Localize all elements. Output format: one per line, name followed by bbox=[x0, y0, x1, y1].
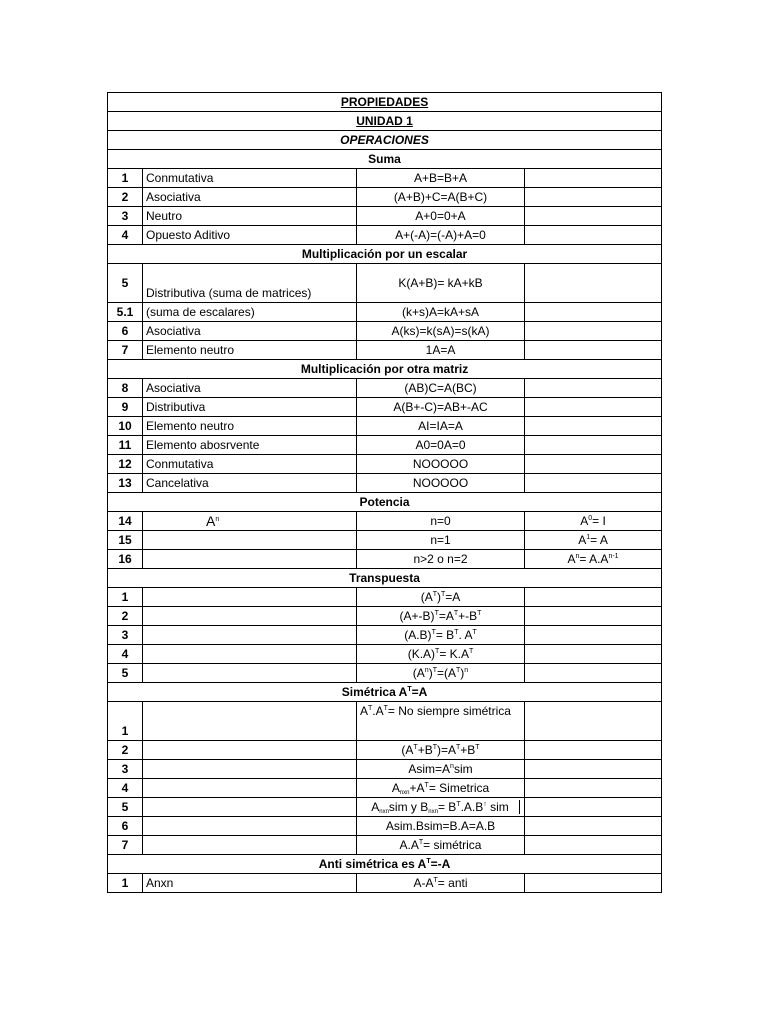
row-number: 3 bbox=[108, 207, 143, 226]
property-name: Elemento neutro bbox=[143, 341, 357, 360]
text-run: = Simetrica bbox=[428, 781, 490, 795]
text-run: =-A bbox=[430, 857, 451, 871]
property-result bbox=[525, 779, 662, 798]
property-row bbox=[108, 626, 662, 645]
property-name: Distributiva (suma de matrices) bbox=[143, 264, 357, 303]
property-name bbox=[143, 760, 357, 779]
superscript: T bbox=[432, 591, 437, 598]
property-formula bbox=[357, 226, 525, 245]
text-run: sim y B bbox=[388, 800, 429, 814]
subscript: nxn bbox=[428, 809, 438, 815]
property-name: Anxn bbox=[143, 874, 357, 893]
property-result bbox=[525, 341, 662, 360]
row-number: 3 bbox=[108, 626, 143, 645]
section-title: Potencia bbox=[108, 493, 662, 512]
property-formula bbox=[357, 588, 525, 607]
text-run: =A bbox=[445, 590, 461, 604]
section-header-row bbox=[108, 360, 662, 379]
text-run: = K.A bbox=[439, 647, 470, 661]
text-run: (A.B) bbox=[404, 628, 432, 642]
superscript: T bbox=[472, 629, 477, 636]
row-number: 5.1 bbox=[108, 303, 143, 322]
superscript: T bbox=[418, 839, 424, 846]
property-result bbox=[525, 226, 662, 245]
superscript: T bbox=[426, 858, 431, 865]
subscript: nxn bbox=[399, 790, 410, 796]
property-name: Elemento abosrvente bbox=[143, 436, 357, 455]
text-run: 1A=A bbox=[425, 343, 456, 357]
superscript: T bbox=[368, 705, 373, 712]
title-unidad: UNIDAD 1 bbox=[108, 112, 662, 131]
property-name bbox=[143, 588, 357, 607]
section-header-row bbox=[108, 493, 662, 512]
property-name bbox=[143, 836, 357, 855]
property-row bbox=[108, 417, 662, 436]
property-result bbox=[525, 798, 662, 817]
text-run: (A+-B) bbox=[399, 609, 435, 623]
text-run: Asim=A bbox=[408, 762, 451, 776]
text-run: n>2 o n=2 bbox=[413, 552, 468, 566]
text-run: =A bbox=[438, 609, 454, 623]
property-row bbox=[108, 264, 662, 303]
property-formula bbox=[357, 455, 525, 474]
row-number: 1 bbox=[108, 874, 143, 893]
text-run: n=0 bbox=[430, 514, 451, 528]
property-name bbox=[143, 607, 357, 626]
superscript: T bbox=[453, 610, 459, 617]
property-row bbox=[108, 436, 662, 455]
property-row bbox=[108, 874, 662, 893]
property-row bbox=[108, 322, 662, 341]
text-run: NOOOOO bbox=[412, 457, 469, 471]
superscript: n bbox=[575, 553, 580, 560]
property-formula bbox=[357, 836, 525, 855]
property-formula bbox=[357, 607, 525, 626]
superscript: T bbox=[433, 877, 438, 884]
text-run: A+B=B+A bbox=[413, 171, 468, 185]
header-row-operaciones bbox=[108, 131, 662, 150]
property-formula bbox=[357, 303, 525, 322]
text-run: .A.B bbox=[460, 800, 484, 814]
superscript: T bbox=[456, 667, 461, 674]
property-row bbox=[108, 607, 662, 626]
text-run: K(A+B)= kA+kB bbox=[398, 276, 483, 290]
property-row bbox=[108, 474, 662, 493]
text-run: A-A bbox=[413, 876, 434, 890]
text-run: sim bbox=[453, 762, 473, 776]
property-formula bbox=[357, 322, 525, 341]
row-number: 10 bbox=[108, 417, 143, 436]
property-name bbox=[143, 779, 357, 798]
superscript: n bbox=[450, 763, 454, 770]
property-result bbox=[525, 188, 662, 207]
property-formula bbox=[357, 645, 525, 664]
text-run: A bbox=[578, 533, 587, 547]
property-row bbox=[108, 379, 662, 398]
section-header-row bbox=[108, 245, 662, 264]
property-row bbox=[108, 798, 662, 817]
property-name bbox=[143, 702, 357, 741]
property-name: Opuesto Aditivo bbox=[143, 226, 357, 245]
property-formula bbox=[357, 531, 525, 550]
superscript: ↑ bbox=[483, 801, 487, 808]
property-result bbox=[525, 760, 662, 779]
row-number: 6 bbox=[108, 817, 143, 836]
text-run: +B bbox=[417, 743, 433, 757]
property-row bbox=[108, 531, 662, 550]
text-run: NOOOOO bbox=[412, 476, 469, 490]
section-header-row bbox=[108, 855, 662, 874]
section-title: Suma bbox=[108, 150, 662, 169]
property-formula bbox=[357, 664, 525, 683]
property-name bbox=[143, 550, 357, 569]
row-number: 12 bbox=[108, 455, 143, 474]
text-run: = A bbox=[590, 533, 608, 547]
row-number: 2 bbox=[108, 607, 143, 626]
property-result bbox=[525, 455, 662, 474]
superscript: T bbox=[432, 744, 437, 751]
row-number: 14 bbox=[108, 512, 143, 531]
property-formula bbox=[357, 798, 525, 817]
property-result bbox=[525, 588, 662, 607]
text-run: Asim.Bsim=B.A=A.B bbox=[385, 819, 496, 833]
property-formula bbox=[357, 398, 525, 417]
text-run: ) bbox=[460, 666, 465, 680]
property-result bbox=[525, 626, 662, 645]
superscript: T bbox=[424, 782, 429, 789]
property-row bbox=[108, 226, 662, 245]
text-run: (k+s)A=kA+sA bbox=[401, 305, 480, 319]
property-result bbox=[525, 322, 662, 341]
text-run: =(A bbox=[436, 666, 456, 680]
property-row bbox=[108, 188, 662, 207]
row-number: 2 bbox=[108, 741, 143, 760]
row-number: 6 bbox=[108, 322, 143, 341]
superscript: T bbox=[454, 629, 459, 636]
text-run: A bbox=[567, 552, 576, 566]
property-name: Conmutativa bbox=[143, 455, 357, 474]
text-run: = simétrica bbox=[423, 838, 482, 852]
row-number: 13 bbox=[108, 474, 143, 493]
property-name bbox=[143, 798, 357, 817]
superscript: T bbox=[383, 705, 388, 712]
section-title: Multiplicación por un escalar bbox=[108, 245, 662, 264]
text-run: = anti bbox=[437, 876, 468, 890]
property-name: Asociativa bbox=[143, 188, 357, 207]
text-run: sim bbox=[486, 800, 509, 814]
text-run: A.A bbox=[399, 838, 419, 852]
property-formula bbox=[357, 379, 525, 398]
property-formula bbox=[357, 341, 525, 360]
superscript: n bbox=[215, 516, 220, 523]
properties-table-body bbox=[108, 93, 662, 893]
row-number: 16 bbox=[108, 550, 143, 569]
property-formula bbox=[357, 474, 525, 493]
property-row bbox=[108, 455, 662, 474]
superscript: n-1 bbox=[608, 553, 619, 560]
superscript: 1 bbox=[586, 534, 591, 541]
superscript: T bbox=[440, 591, 446, 598]
row-number: 5 bbox=[108, 264, 143, 303]
row-number: 7 bbox=[108, 341, 143, 360]
title-propiedades: PROPIEDADES bbox=[108, 93, 662, 112]
property-name bbox=[143, 512, 357, 531]
row-number: 1 bbox=[108, 169, 143, 188]
property-row bbox=[108, 741, 662, 760]
row-number: 5 bbox=[108, 798, 143, 817]
property-result bbox=[525, 664, 662, 683]
section-title bbox=[108, 855, 662, 874]
text-run: A+(-A)=(-A)+A=0 bbox=[395, 228, 486, 242]
row-number: 7 bbox=[108, 836, 143, 855]
row-number: 4 bbox=[108, 226, 143, 245]
property-row bbox=[108, 398, 662, 417]
formula-box bbox=[371, 800, 520, 814]
property-name bbox=[143, 531, 357, 550]
superscript: T bbox=[434, 610, 439, 617]
text-run: A bbox=[206, 513, 216, 529]
text-run: Simétrica A bbox=[341, 685, 408, 699]
property-result bbox=[525, 550, 662, 569]
property-row bbox=[108, 169, 662, 188]
text-run: +A bbox=[409, 781, 425, 795]
superscript: T bbox=[431, 629, 436, 636]
property-result bbox=[525, 531, 662, 550]
text-run: .A bbox=[372, 704, 384, 718]
title-operaciones: OPERACIONES bbox=[108, 131, 662, 150]
property-name bbox=[143, 645, 357, 664]
property-result bbox=[525, 817, 662, 836]
text-run: Anti simétrica es A bbox=[318, 857, 427, 871]
text-run: AI=IA=A bbox=[418, 419, 463, 433]
text-run: +-B bbox=[458, 609, 478, 623]
header-row-unidad bbox=[108, 112, 662, 131]
superscript: n bbox=[424, 667, 429, 674]
property-formula bbox=[357, 417, 525, 436]
property-result bbox=[525, 417, 662, 436]
row-number: 9 bbox=[108, 398, 143, 417]
section-title: Multiplicación por otra matriz bbox=[108, 360, 662, 379]
properties-document bbox=[107, 92, 661, 893]
property-result bbox=[525, 379, 662, 398]
property-name bbox=[143, 741, 357, 760]
text-run: )=A bbox=[436, 743, 456, 757]
superscript: T bbox=[477, 610, 482, 617]
property-row bbox=[108, 512, 662, 531]
property-name bbox=[143, 664, 357, 683]
text-run: = I bbox=[592, 514, 606, 528]
property-row bbox=[108, 550, 662, 569]
row-number: 1 bbox=[108, 588, 143, 607]
text-run: A bbox=[580, 514, 589, 528]
property-name bbox=[143, 626, 357, 645]
property-result bbox=[525, 303, 662, 322]
superscript: T bbox=[469, 648, 474, 655]
text-run: A(ks)=k(sA)=s(kA) bbox=[391, 324, 490, 338]
superscript: n bbox=[464, 667, 469, 674]
text-run: A+0=0+A bbox=[415, 209, 466, 223]
section-header-row bbox=[108, 569, 662, 588]
property-formula bbox=[357, 817, 525, 836]
property-row bbox=[108, 303, 662, 322]
text-run: (K.A) bbox=[407, 647, 436, 661]
property-formula bbox=[357, 626, 525, 645]
text-run: = A.A bbox=[579, 552, 609, 566]
property-result bbox=[525, 836, 662, 855]
text-run: (A bbox=[401, 743, 414, 757]
property-formula bbox=[357, 741, 525, 760]
text-run: . A bbox=[458, 628, 473, 642]
property-name: Elemento neutro bbox=[143, 417, 357, 436]
text-run: ) bbox=[436, 590, 441, 604]
property-row bbox=[108, 664, 662, 683]
text-run: A(B+-C)=AB+-AC bbox=[393, 400, 488, 414]
property-formula bbox=[357, 207, 525, 226]
text-run: A0=0A=0 bbox=[415, 438, 466, 452]
row-number: 4 bbox=[108, 645, 143, 664]
property-formula bbox=[357, 779, 525, 798]
property-row bbox=[108, 702, 662, 741]
section-title bbox=[108, 683, 662, 702]
property-result bbox=[525, 645, 662, 664]
property-formula bbox=[357, 760, 525, 779]
text-run: (A bbox=[412, 666, 425, 680]
superscript: T bbox=[456, 801, 461, 808]
header-row-propiedades bbox=[108, 93, 662, 112]
property-formula bbox=[357, 436, 525, 455]
property-row bbox=[108, 779, 662, 798]
text-run: ) bbox=[428, 666, 433, 680]
row-number: 15 bbox=[108, 531, 143, 550]
property-result bbox=[525, 474, 662, 493]
property-formula bbox=[357, 874, 525, 893]
superscript: 0 bbox=[588, 515, 593, 522]
subscript: nxn bbox=[379, 809, 389, 815]
superscript: T bbox=[475, 744, 480, 751]
property-formula bbox=[357, 169, 525, 188]
property-formula bbox=[357, 188, 525, 207]
property-formula bbox=[357, 550, 525, 569]
property-row bbox=[108, 207, 662, 226]
text-run: = No siempre simétrica bbox=[387, 704, 511, 718]
property-result bbox=[525, 741, 662, 760]
property-name: Neutro bbox=[143, 207, 357, 226]
superscript: T bbox=[413, 744, 418, 751]
row-number: 3 bbox=[108, 760, 143, 779]
property-row bbox=[108, 817, 662, 836]
superscript: T bbox=[456, 744, 461, 751]
property-name: Asociativa bbox=[143, 322, 357, 341]
property-name: (suma de escalares) bbox=[143, 303, 357, 322]
text-run: (AB)C=A(BC) bbox=[404, 381, 477, 395]
text-run: A bbox=[391, 781, 400, 795]
row-number: 2 bbox=[108, 188, 143, 207]
section-header-row bbox=[108, 150, 662, 169]
text-run: (A+B)+C=A(B+C) bbox=[393, 190, 488, 204]
text-run: n=1 bbox=[430, 533, 451, 547]
text-run: A bbox=[371, 800, 380, 814]
property-result bbox=[525, 874, 662, 893]
superscript: T bbox=[407, 686, 412, 693]
property-row bbox=[108, 645, 662, 664]
property-formula bbox=[357, 512, 525, 531]
property-name: Cancelativa bbox=[143, 474, 357, 493]
superscript: T bbox=[435, 648, 440, 655]
property-result bbox=[525, 264, 662, 303]
row-number: 5 bbox=[108, 664, 143, 683]
property-result bbox=[525, 436, 662, 455]
property-name: Distributiva bbox=[143, 398, 357, 417]
property-result bbox=[525, 207, 662, 226]
property-result bbox=[525, 398, 662, 417]
property-name: Asociativa bbox=[143, 379, 357, 398]
text-run: +B bbox=[460, 743, 476, 757]
text-run: = B bbox=[437, 800, 457, 814]
section-header-row bbox=[108, 683, 662, 702]
property-formula bbox=[357, 702, 525, 741]
text-run: = B bbox=[435, 628, 455, 642]
property-row bbox=[108, 836, 662, 855]
text-run: (A bbox=[420, 590, 433, 604]
row-number: 4 bbox=[108, 779, 143, 798]
property-result bbox=[525, 169, 662, 188]
property-formula bbox=[357, 264, 525, 303]
text-run: =A bbox=[411, 685, 428, 699]
property-row bbox=[108, 588, 662, 607]
property-result bbox=[525, 512, 662, 531]
property-result bbox=[525, 607, 662, 626]
text-run: A bbox=[360, 704, 369, 718]
row-number: 1 bbox=[108, 702, 143, 741]
row-number: 11 bbox=[108, 436, 143, 455]
section-title: Transpuesta bbox=[108, 569, 662, 588]
property-name bbox=[143, 817, 357, 836]
row-number: 8 bbox=[108, 379, 143, 398]
properties-table bbox=[107, 92, 662, 893]
property-result bbox=[525, 702, 662, 741]
property-name: Conmutativa bbox=[143, 169, 357, 188]
superscript: T bbox=[432, 667, 437, 674]
property-row bbox=[108, 760, 662, 779]
property-row bbox=[108, 341, 662, 360]
